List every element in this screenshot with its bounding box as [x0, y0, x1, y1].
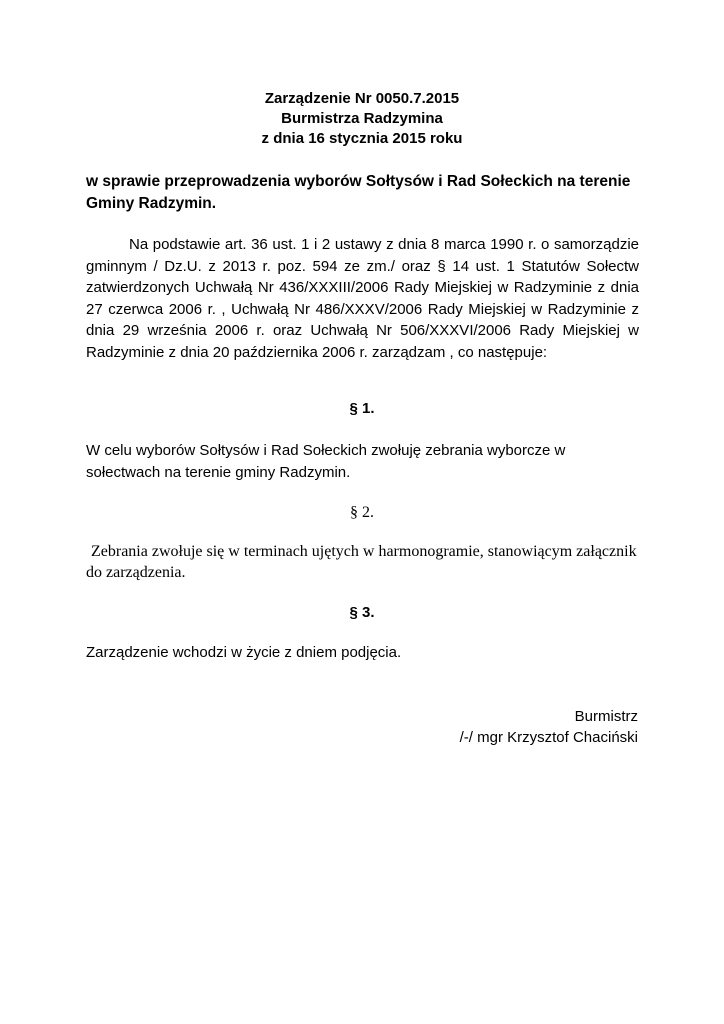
section-3-heading: § 3. — [349, 604, 375, 621]
document-title: Zarządzenie Nr 0050.7.2015 — [264, 90, 460, 107]
signatory-name: /-/ mgr Krzysztof Chaciński — [459, 729, 638, 746]
issuer: Burmistrza Radzymina — [281, 110, 443, 127]
section-2-heading: § 2. — [350, 504, 374, 521]
legal-basis-paragraph: Na podstawie art. 36 ust. 1 i 2 ustawy z dnia 8 marca 1990 r. o samorządzie gminnym / Dz.U. z 2013 r. poz. 594 ze zm./ oraz § 14 ust. 1 Statutów Sołectw zatwierdzonych Uchwałą Nr 436/XXXIII/2006 Rady Miejskiej w Radzyminie z dnia 27 czerwca 2006 r. , Uchwałą Nr 486/XXXV/2006 Rady Miejskiej w Radzyminie z dnia 29 września 2006 r. oraz Uchwałą Nr 506/XXXVI/2006 Rady Miejskiej w Radzyminie z dnia 20 października 2006 r. zarządzam , co następuje: — [86, 236, 639, 361]
section-1-heading: § 1. — [349, 400, 375, 417]
issue-date: z dnia 16 stycznia 2015 roku — [261, 130, 463, 147]
document-header — [0, 89, 724, 149]
signature-block — [460, 706, 638, 748]
section-1-text: W celu wyborów Sołtysów i Rad Sołeckich zwołuję zebrania wyborcze w sołectwach na terenie gminy Radzymin. — [86, 442, 566, 481]
document-subject: w sprawie przeprowadzenia wyborów Sołtysów i Rad Sołeckich na terenie Gminy Radzymin. — [86, 173, 631, 212]
section-2-text: Zebrania zwołuje się w terminach ujętych w harmonogramie, stanowiącym załącznik do zarządzenia. — [86, 543, 637, 581]
signatory-title: Burmistrz — [574, 708, 638, 725]
section-3-text: Zarządzenie wchodzi w życie z dniem podjęcia. — [86, 644, 402, 661]
